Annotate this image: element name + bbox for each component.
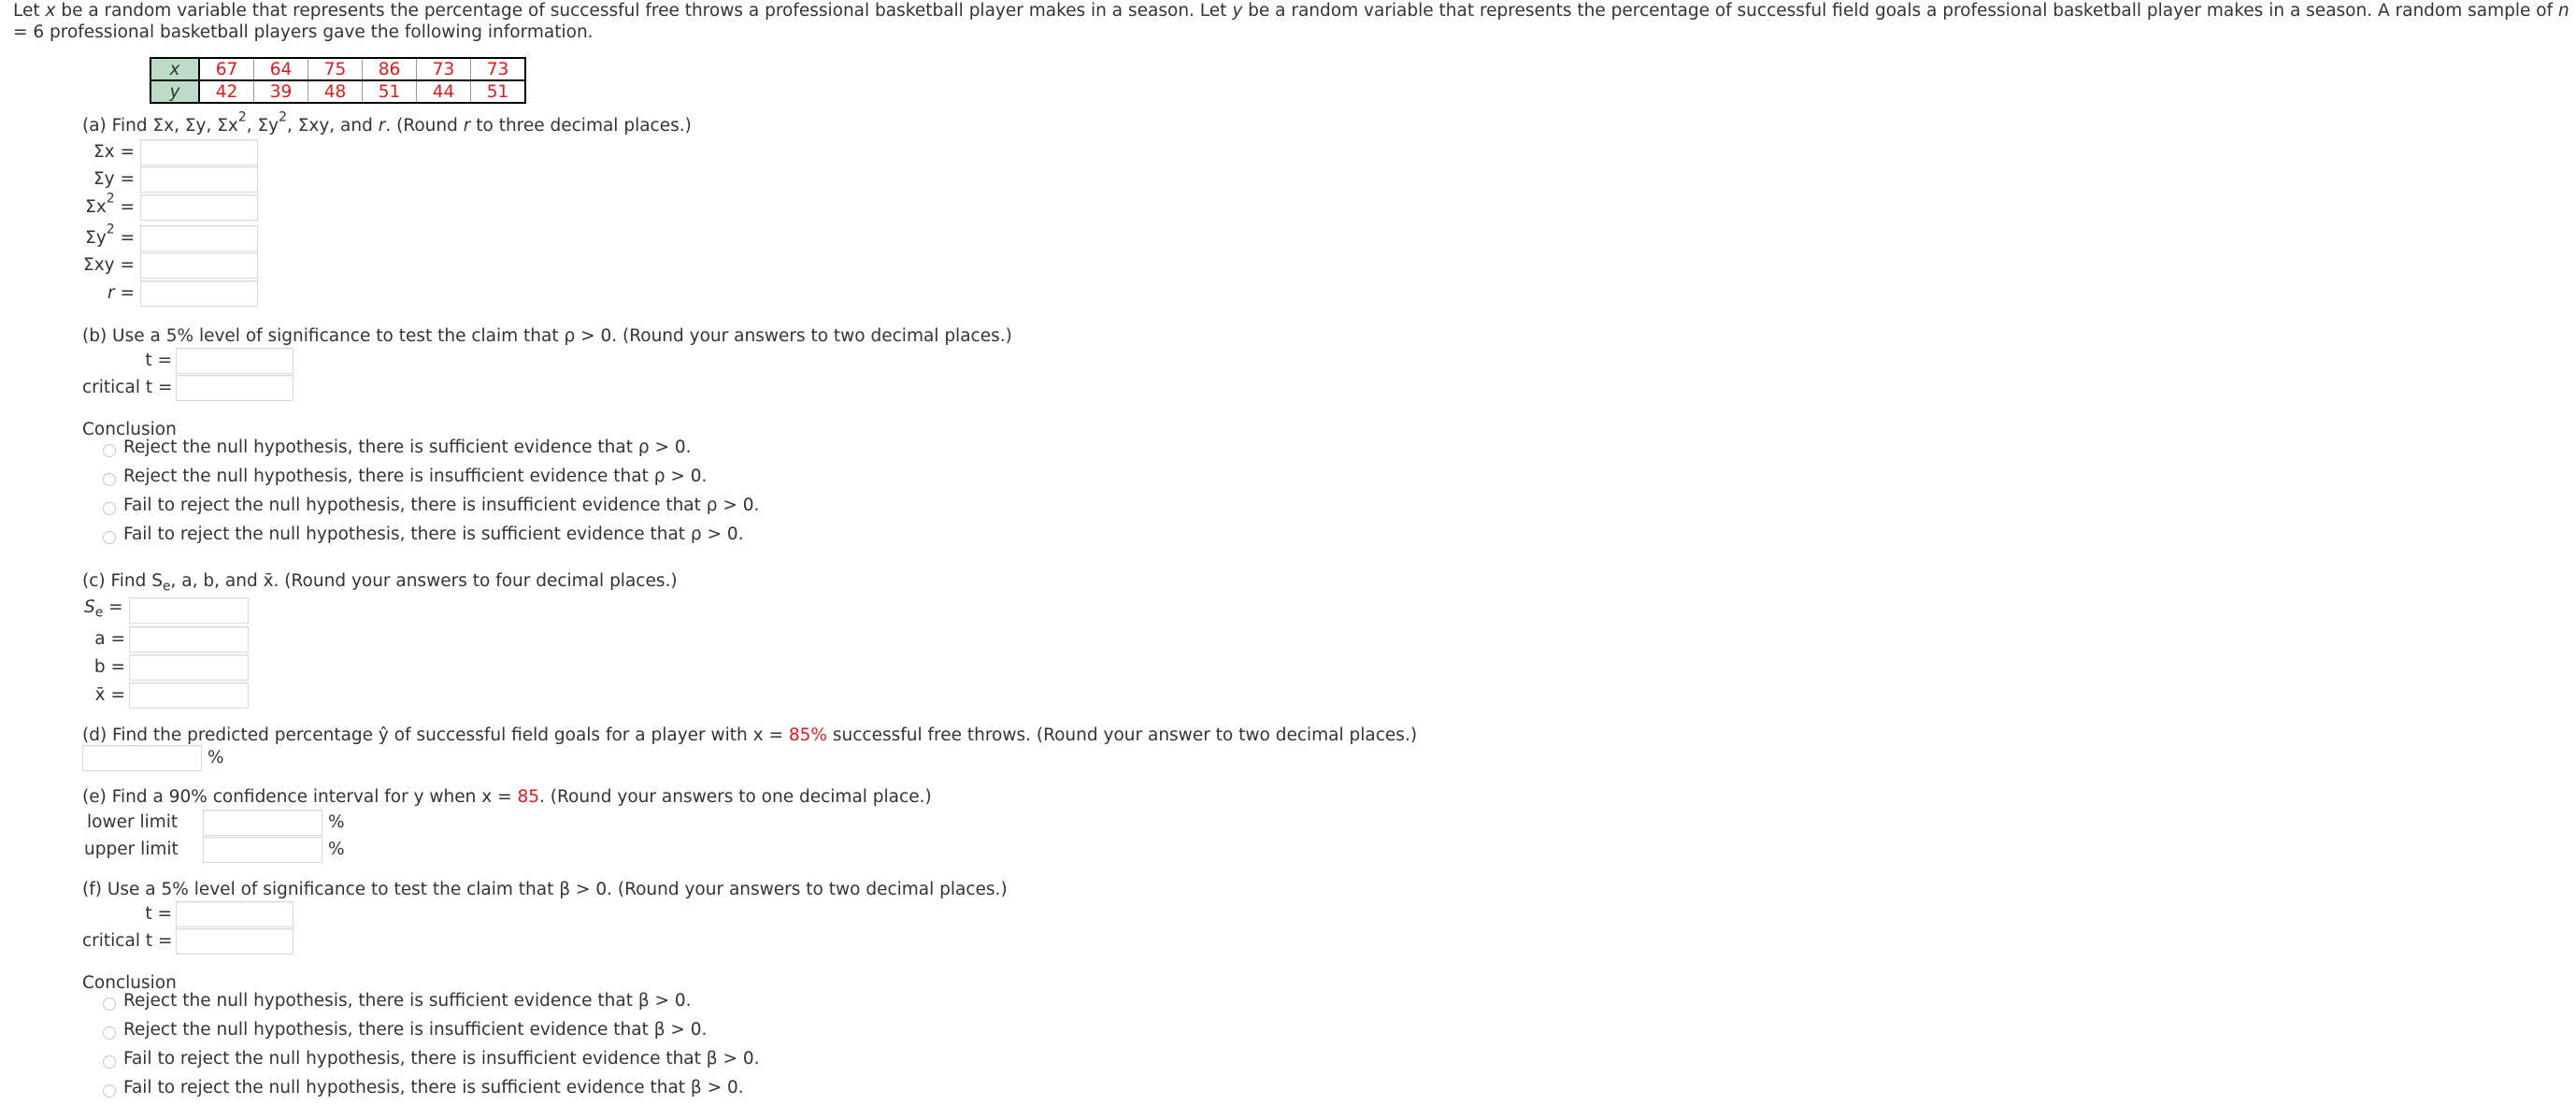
t-input[interactable] [176, 348, 293, 374]
sum-y2-label: $\Sigma y^2$ = [85, 222, 135, 248]
percent-unit: % [328, 812, 345, 832]
table-cell: 51 [363, 80, 417, 103]
r-input[interactable] [140, 280, 258, 307]
conclusion-radio[interactable] [103, 1084, 116, 1098]
conclusion-option: Reject the null hypothesis, there is sufficient evidence that β > 0. [123, 991, 692, 1011]
predicted-y-input[interactable] [82, 745, 202, 771]
part-d-heading: (d) Find the predicted percentage ŷ of successful field goals for a player with x = 85% successful free throws. (Round your answer to two decimal places.) [82, 725, 1418, 745]
table-cell: 64 [254, 58, 308, 80]
conclusion-option: Fail to reject the null hypothesis, there is sufficient evidence that ρ > 0. [123, 524, 744, 544]
sum-xy-input[interactable] [140, 252, 258, 279]
table-cell: 51 [471, 80, 526, 103]
table-row-x [150, 58, 525, 80]
conclusion-radio[interactable] [103, 1026, 116, 1040]
conclusion-radio[interactable] [103, 1055, 116, 1069]
table-cell: 44 [417, 80, 471, 103]
b-input[interactable] [129, 654, 249, 681]
xbar-input[interactable] [129, 682, 249, 709]
sum-y-label: Σy = [93, 169, 135, 189]
table-header-y: y [150, 80, 199, 103]
sum-xy-label: Σxy = [83, 255, 135, 275]
sum-x2-input[interactable] [140, 194, 258, 221]
part-e-heading: (e) Find a 90% confidence interval for y when x = 85. (Round your answers to one decimal place.) [82, 787, 932, 807]
problem-intro: Let x be a random variable that represents the percentage of successful free throws a professional basketball player makes in a season. Let y be a random variable that represents the percentage of successful field goals a professional basketball player makes in a season. A random sample of n = 6 professional basketball players gave the following information. [13, 1, 2569, 42]
critical-t-label: critical t = [82, 378, 173, 397]
table-cell: 67 [199, 58, 254, 80]
t-label: t = [145, 904, 172, 924]
critical-t-input[interactable] [176, 375, 293, 401]
conclusion-option: Reject the null hypothesis, there is insufficient evidence that ρ > 0. [123, 466, 708, 486]
percent-unit: % [208, 748, 224, 768]
table-header-x: x [150, 58, 199, 80]
sum-x-input[interactable] [140, 139, 258, 165]
conclusion-radio[interactable] [103, 502, 116, 515]
conclusion-radio[interactable] [103, 444, 116, 457]
part-a-heading: (a) Find Σx, Σy, $\Sigma x^2$, $\Sigma y^2$, Σxy, and r. (Round r to three decimal places.) [82, 109, 692, 136]
conclusion-option: Fail to reject the null hypothesis, there is insufficient evidence that ρ > 0. [123, 495, 760, 515]
sum-y-input[interactable] [140, 166, 258, 193]
critical-t-label: critical t = [82, 931, 173, 951]
upper-limit-label: upper limit [84, 840, 179, 859]
se-input[interactable] [129, 597, 249, 624]
percent-unit: % [328, 840, 345, 859]
conclusion-radio[interactable] [103, 531, 116, 544]
lower-limit-label: lower limit [87, 812, 179, 832]
conclusion-option: Fail to reject the null hypothesis, there is sufficient evidence that β > 0. [123, 1078, 744, 1098]
a-input[interactable] [129, 626, 249, 653]
conclusion-option: Reject the null hypothesis, there is insufficient evidence that β > 0. [123, 1020, 708, 1040]
xbar-label: x̄ = [94, 685, 125, 705]
table-cell: 39 [254, 80, 308, 103]
lower-limit-input[interactable] [203, 810, 322, 836]
se-label: $S_e$ = [84, 597, 123, 621]
conclusion-option: Reject the null hypothesis, there is sufficient evidence that ρ > 0. [123, 438, 692, 457]
table-cell: 86 [363, 58, 417, 80]
data-table [150, 57, 526, 104]
sum-y2-input[interactable] [140, 225, 258, 251]
sum-x2-label: $\Sigma x^2$ = [85, 191, 135, 217]
t-label: t = [145, 351, 172, 370]
part-c-heading: (c) Find $S_e$, a, b, and x̄. (Round your answers to four decimal places.) [82, 571, 678, 595]
r-label: r = [107, 283, 135, 303]
part-b-heading: (b) Use a 5% level of significance to test the claim that ρ > 0. (Round your answers to two decimal places.) [82, 326, 1012, 346]
table-row-y [150, 80, 525, 103]
table-cell: 73 [471, 58, 526, 80]
conclusion-label: Conclusion [82, 973, 177, 993]
conclusion-label: Conclusion [82, 420, 177, 439]
conclusion-radio[interactable] [103, 473, 116, 486]
sum-x-label: Σx = [93, 142, 135, 162]
upper-limit-input[interactable] [203, 837, 322, 863]
conclusion-option: Fail to reject the null hypothesis, there is insufficient evidence that β > 0. [123, 1049, 760, 1069]
table-cell: 42 [199, 80, 254, 103]
table-cell: 73 [417, 58, 471, 80]
table-cell: 75 [308, 58, 363, 80]
t-input[interactable] [176, 901, 293, 927]
a-label: a = [94, 629, 125, 649]
critical-t-input[interactable] [176, 928, 293, 954]
conclusion-radio[interactable] [103, 997, 116, 1011]
part-f-heading: (f) Use a 5% level of significance to test the claim that β > 0. (Round your answers to two decimal places.) [82, 880, 1008, 899]
table-cell: 48 [308, 80, 363, 103]
b-label: b = [93, 657, 125, 677]
